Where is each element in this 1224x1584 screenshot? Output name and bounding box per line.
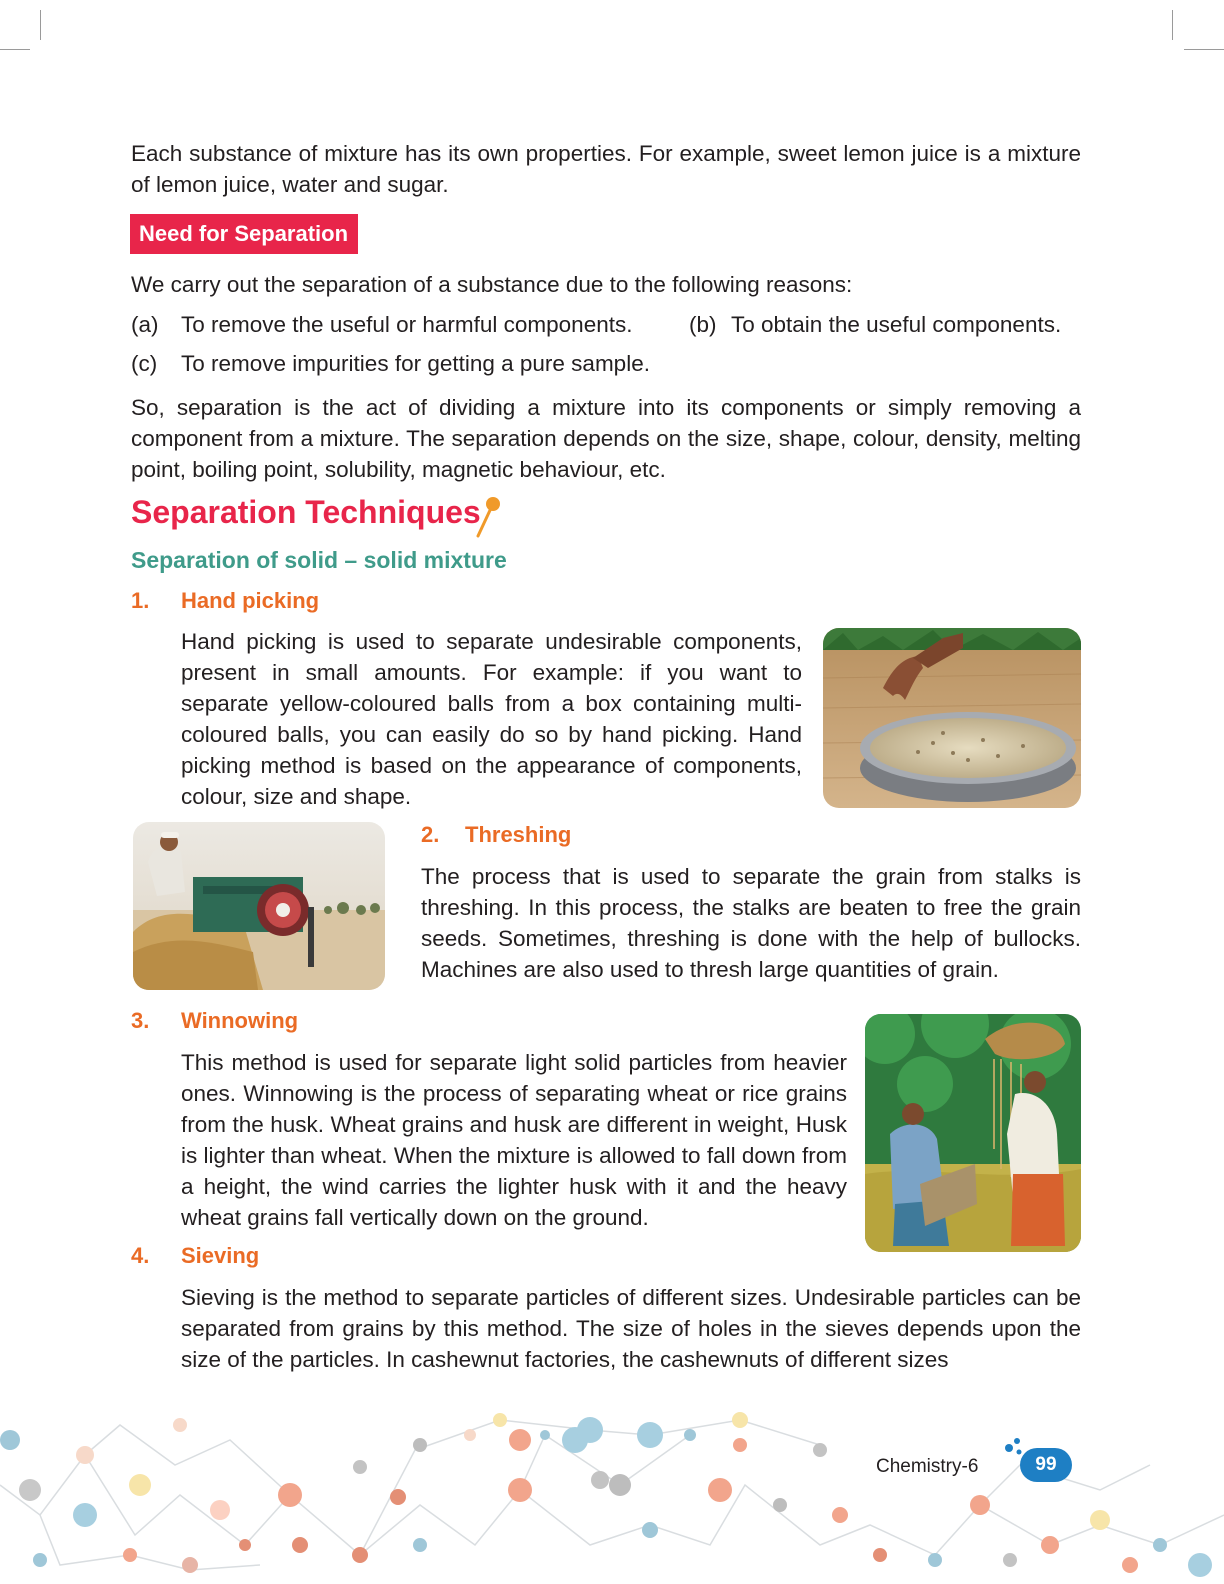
threshing-photo <box>133 822 385 990</box>
reason-a-text: To remove the useful or harmful components. <box>181 312 633 337</box>
pin-icon <box>470 494 502 542</box>
threshing-text: The process that is used to separate the grain from stalks is threshing. In this process, the stalks are beaten to free the grain seeds. Sometimes, threshing is done with the help of bullocks. Machines are also used to thresh large quantities of grain. <box>421 864 1081 982</box>
hand-picking-title: Hand picking <box>181 588 320 613</box>
separation-techniques-title: Separation Techniques <box>131 494 481 530</box>
need-lead-text: We carry out the separation of a substance due to the following reasons: <box>131 272 853 297</box>
solid-solid-subheading: Separation of solid – solid mixture <box>131 547 507 573</box>
need-for-separation-heading: Need for Separation <box>130 214 358 254</box>
item-number: 4. <box>131 1243 150 1268</box>
reason-b-marker: (b) <box>689 312 717 337</box>
separation-summary: So, separation is the act of dividing a mixture into its components or simply removing a component from a mixture. The separation depends on the size, shape, colour, density, melting point, boiling point, solubility, magnetic behaviour, etc. <box>131 395 1081 482</box>
sieving-title: Sieving <box>181 1243 260 1268</box>
intro-paragraph: Each substance of mixture has its own properties. For example, sweet lemon juice is a mixture of lemon juice, water and sugar. <box>131 141 1081 197</box>
crop-mark <box>0 49 30 50</box>
item-number: 1. <box>131 588 150 613</box>
hand-picking-photo <box>823 628 1081 808</box>
winnowing-title: Winnowing <box>181 1008 299 1033</box>
reason-c-text: To remove impurities for getting a pure sample. <box>181 351 650 376</box>
item-number: 3. <box>131 1008 150 1033</box>
reason-a-marker: (a) <box>131 312 159 337</box>
reason-c-marker: (c) <box>131 351 158 376</box>
winnowing-text: This method is used for separate light solid particles from heavier ones. Winnowing is the process of separating wheat or rice grains from the husk. Wheat grains and husk are different in weight, Husk is lighter than wheat. When the mixture is allowed to fall down from a height, the wind carries the lighter husk with it and the heavy wheat grains fall vertically down on the ground. <box>181 1050 847 1230</box>
crop-mark <box>40 10 41 40</box>
separation-techniques-heading <box>131 494 481 531</box>
molecule-pattern <box>0 1395 1224 1584</box>
hand-picking-text: Hand picking is used to separate undesirable components, present in small amounts. For example: if you want to separate yellow-coloured balls from a box containing multi-coloured balls, you can easily do so by hand picking. Hand picking method is based on the appearance of components, colour, size and shape. <box>181 629 802 809</box>
item-number: 2. <box>421 822 440 847</box>
threshing-title: Threshing <box>465 822 572 847</box>
reason-b-text: To obtain the useful components. <box>731 312 1062 337</box>
subject-label: Chemistry-6 <box>876 1456 979 1477</box>
sieving-text: Sieving is the method to separate particles of different sizes. Undesirable particles can be separated from grains by this method. The size of holes in the sieves depends upon the size of the particles. In cashewnut factories, the cashewnuts of different sizes <box>181 1285 1081 1372</box>
page-number: 99 <box>1020 1448 1072 1482</box>
crop-mark <box>1184 49 1224 50</box>
crop-mark <box>1172 10 1173 40</box>
winnowing-photo <box>865 1014 1081 1252</box>
